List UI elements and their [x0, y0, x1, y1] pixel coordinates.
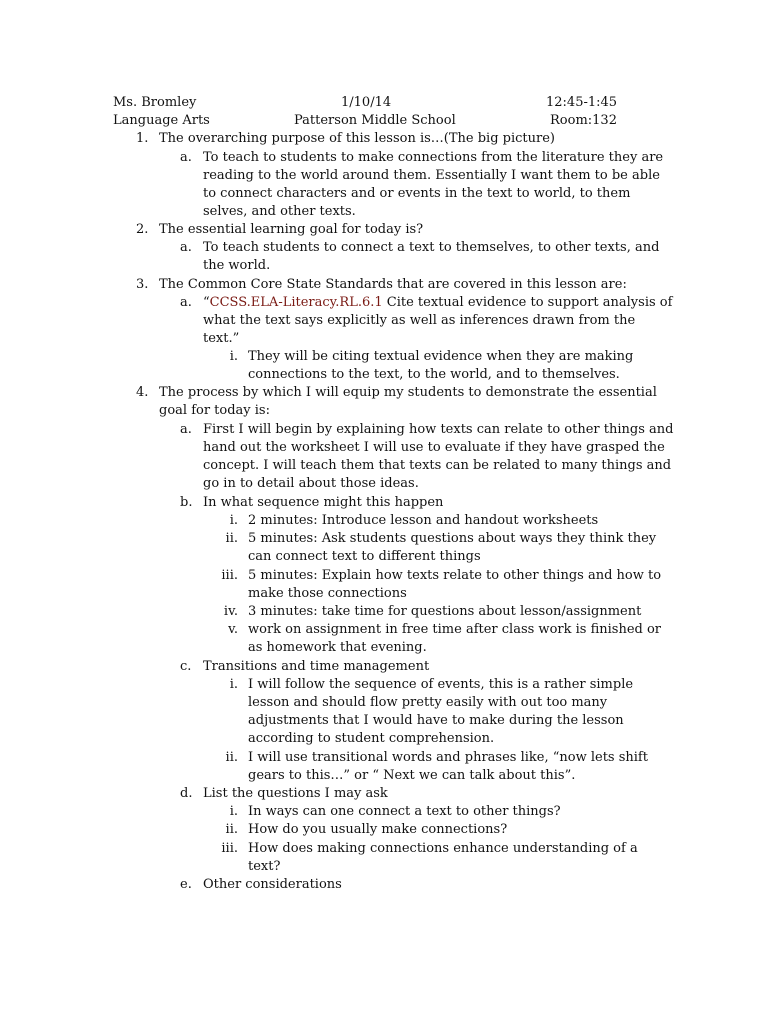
list-item-1a-line: to connect characters and or events in the text to world, to them — [203, 186, 631, 201]
list-marker: i. — [229, 349, 238, 364]
list-marker: a. — [180, 295, 192, 310]
list-item-4a-line: go in to detail about those ideas. — [203, 476, 419, 491]
list-item-1a-line: reading to the world around them. Essentially I want them to be able — [203, 168, 660, 183]
list-marker: ii. — [225, 750, 238, 765]
list-item-1-text: The overarching purpose of this lesson is…(The big picture) — [159, 131, 555, 146]
list-marker: iii. — [221, 841, 238, 856]
list-item-4a-line: hand out the worksheet I will use to evaluate if they have grasped the — [203, 440, 665, 455]
school-name: Patterson Middle School — [294, 113, 456, 128]
room-number: Room:132 — [550, 113, 617, 128]
list-marker: ii. — [225, 531, 238, 546]
question-item: In ways can one connect a text to other things? — [248, 804, 561, 819]
list-marker: 4. — [136, 385, 149, 400]
list-marker: ii. — [225, 822, 238, 837]
list-item-4-line: The process by which I will equip my students to demonstrate the essential — [159, 385, 657, 400]
lesson-date: 1/10/14 — [341, 95, 392, 110]
teacher-name: Ms. Bromley — [113, 95, 197, 110]
list-item-4c-text: Transitions and time management — [203, 659, 430, 674]
list-marker: i. — [229, 513, 238, 528]
open-quote: “ — [203, 295, 210, 310]
sequence-step: work on assignment in free time after class work is finished or — [248, 622, 662, 637]
list-item-2a-line: the world. — [203, 258, 271, 273]
list-marker: iii. — [221, 568, 238, 583]
list-marker: 3. — [136, 277, 149, 292]
list-marker: 2. — [136, 222, 149, 237]
question-item: text? — [248, 859, 281, 874]
list-item-3ai-line: They will be citing textual evidence when they are making — [248, 349, 634, 364]
sequence-step: make those connections — [248, 586, 407, 601]
list-marker: iv. — [223, 604, 238, 619]
lesson-time: 12:45-1:45 — [546, 95, 618, 110]
list-item-4a-line: First I will begin by explaining how texts can relate to other things and — [203, 422, 674, 437]
sequence-step: 5 minutes: Explain how texts relate to other things and how to — [248, 568, 662, 583]
list-item-4-line: goal for today is: — [159, 403, 270, 418]
list-marker: c. — [180, 659, 192, 674]
sequence-step: 5 minutes: Ask students questions about ways they think they — [248, 531, 657, 546]
list-item-3a-line: what the text says explicitly as well as inferences drawn from the — [203, 313, 636, 328]
list-marker: 1. — [136, 131, 149, 146]
list-marker: i. — [229, 677, 238, 692]
standard-code: CCSS.ELA-Literacy.RL.6.1 — [209, 295, 383, 310]
question-item: How do you usually make connections? — [248, 822, 508, 837]
list-item-2a-line: To teach students to connect a text to themselves, to other texts, and — [203, 240, 660, 255]
list-item-3-text: The Common Core State Standards that are covered in this lesson are: — [159, 277, 627, 292]
sequence-step: 2 minutes: Introduce lesson and handout worksheets — [248, 513, 599, 528]
list-item-1a-line: selves, and other texts. — [203, 204, 356, 219]
list-item-4d-text: List the questions I may ask — [203, 786, 388, 801]
list-item-3a-line: text.” — [203, 331, 240, 346]
list-item-2-text: The essential learning goal for today is? — [159, 222, 424, 237]
transition-note: I will use transitional words and phrases like, “now lets shift — [248, 750, 648, 765]
standard-description: Cite textual evidence to support analysis of — [382, 295, 673, 310]
question-item: How does making connections enhance understanding of a — [248, 841, 638, 856]
sequence-step: 3 minutes: take time for questions about lesson/assignment — [248, 604, 642, 619]
transition-note: gears to this…” or “ Next we can talk about this”. — [248, 768, 576, 783]
list-item-4b-text: In what sequence might this happen — [203, 495, 444, 510]
list-marker: b. — [180, 495, 193, 510]
list-marker: a. — [180, 150, 192, 165]
list-item-4a-line: concept. I will teach them that texts can be related to many things and — [203, 458, 672, 473]
sequence-step: can connect text to different things — [248, 549, 481, 564]
list-marker: a. — [180, 422, 192, 437]
transition-note: I will follow the sequence of events, this is a rather simple — [248, 677, 634, 692]
list-marker: a. — [180, 240, 192, 255]
list-item-3ai-line: connections to the text, to the world, and to themselves. — [248, 367, 620, 382]
list-marker: i. — [229, 804, 238, 819]
list-item-1a-line: To teach to students to make connections from the literature they are — [203, 150, 664, 165]
transition-note: according to student comprehension. — [248, 731, 495, 746]
list-item-3a-line — [203, 294, 672, 312]
subject: Language Arts — [113, 113, 210, 128]
list-marker: v. — [228, 622, 238, 637]
list-marker: d. — [180, 786, 193, 801]
transition-note: adjustments that I would have to make during the lesson — [248, 713, 624, 728]
sequence-step: as homework that evening. — [248, 640, 427, 655]
list-marker: e. — [180, 877, 192, 892]
list-item-4e-text: Other considerations — [203, 877, 342, 892]
transition-note: lesson and should flow pretty easily with out too many — [248, 695, 608, 710]
